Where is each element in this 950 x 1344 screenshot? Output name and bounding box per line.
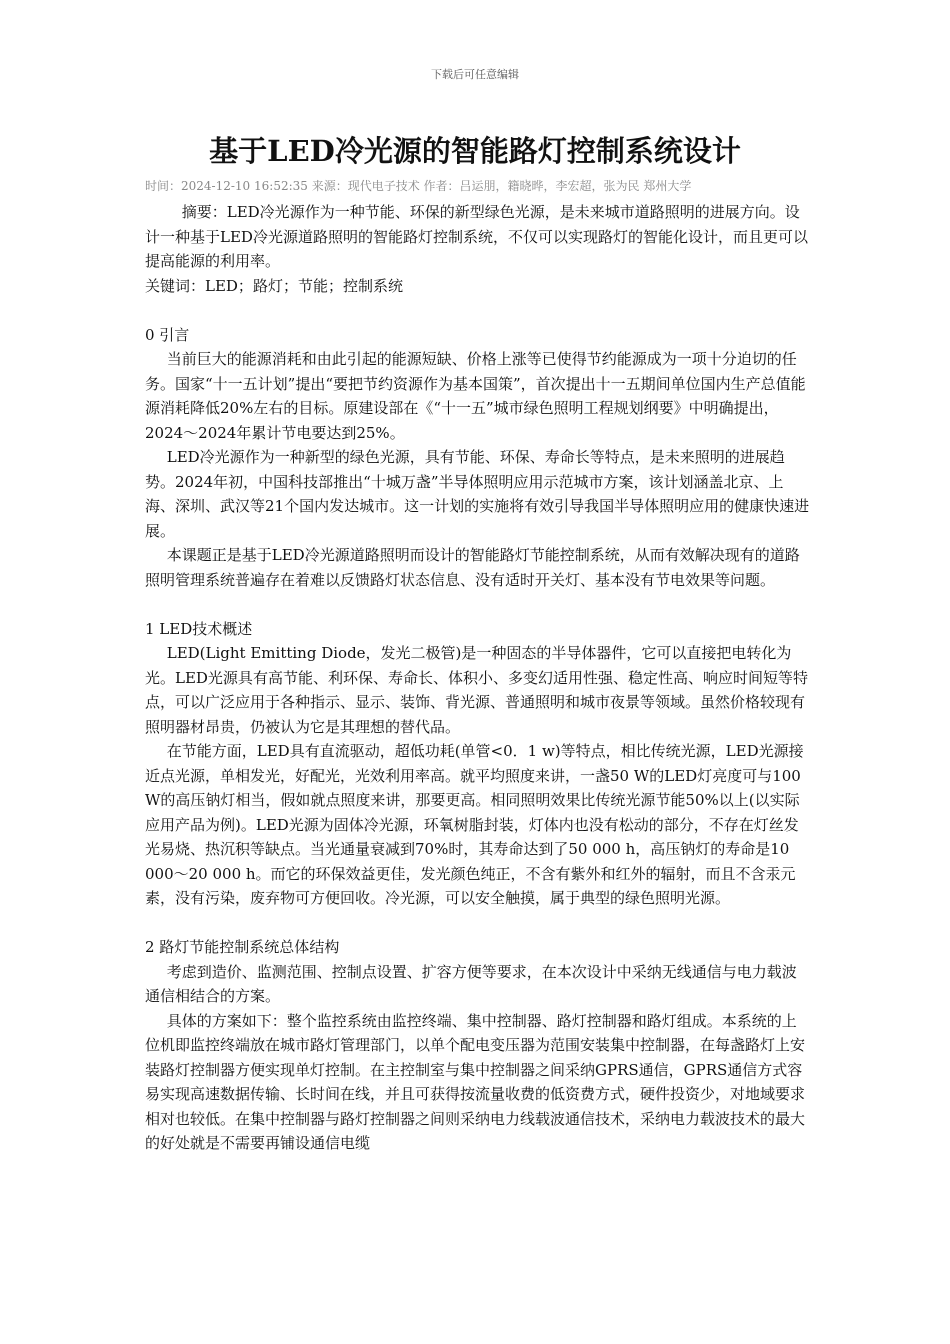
paragraph: 考虑到造价、监测范围、控制点设置、扩容方便等要求，在本次设计中采纳无线通信与电力载波通信相结合的方案。 xyxy=(145,962,797,1005)
section-heading-structure: 2 路灯节能控制系统总体结构 xyxy=(145,938,340,956)
abstract: 摘要：LED冷光源作为一种节能、环保的新型绿色光源，是未来城市道路照明的进展方向。设计一种基于LED冷光源道路照明的智能路灯控制系统，不仅可以实现路灯的智能化设计，而且更可以提高能源的利用率。 xyxy=(145,203,808,270)
spacer xyxy=(145,911,810,936)
spacer xyxy=(145,592,810,617)
keywords: 关键词：LED；路灯；节能；控制系统 xyxy=(145,276,403,295)
paragraph: 在节能方面，LED具有直流驱动，超低功耗(单管<0．1 w)等特点，相比传统光源，LED光源接近点光源，单相发光，好配光，光效利用率高。就平均照度来讲，一盏50 W的LED灯亮度可与100 W的高压钠灯相当，假如就点照度来讲，那要更高。相同照明效果比传统光源节能50%以上(以实际应用产品为例)。LED光源为固体冷光源，环氧树脂封装，灯体内也没有松动的部分，不存在灯丝发光易烧、热沉积等缺点。当光通量衰减到70%时，其寿命达到了50 000 h，高压钠灯的寿命是10 000～20 000 h。而它的环保效益更佳，发光颜色纯正，不含有紫外和红外的辐射，而且不含汞元素，没有污染，废弃物可方便回收。冷光源，可以安全触摸，属于典型的绿色照明光源。 xyxy=(145,742,804,907)
article-body xyxy=(145,200,810,1156)
header-note: 下载后可任意编辑 xyxy=(431,68,519,81)
section-heading-led: 1 LED技术概述 xyxy=(145,619,253,638)
section-heading-intro: 0 引言 xyxy=(145,325,190,344)
article-meta: 时间：2024-12-10 16:52:35 来源：现代电子技术 作者：吕运朋，籍晓晔，李宏超，张为民 郑州大学 xyxy=(145,179,692,193)
paragraph: LED(Light Emitting Diode，发光二极管)是一种固态的半导体器件，它可以直接把电转化为光。LED光源具有高节能、利环保、寿命长、体积小、多变幻适用性强、稳定性高、响应时间短等特点，可以广泛应用于各种指示、显示、装饰、背光源、普通照明和城市夜景等领域。虽然价格较现有照明器材昂贵，仍被认为它是其理想的替代品。 xyxy=(145,644,808,736)
article-title: 基于LED冷光源的智能路灯控制系统设计 xyxy=(209,134,741,168)
paragraph: 具体的方案如下：整个监控系统由监控终端、集中控制器、路灯控制器和路灯组成。本系统的上位机即监控终端放在城市路灯管理部门，以单个配电变压器为范围安装集中控制器，在每盏路灯上安装路灯控制器方便实现单灯控制。在主控制室与集中控制器之间采纳GPRS通信，GPRS通信方式容易实现高速数据传输、长时间在线，并且可获得按流量收费的低资费方式，硬件投资少，对地域要求相对也较低。在集中控制器与路灯控制器之间则采纳电力线载波通信技术，采纳电力载波技术的最大的好处就是不需要再铺设通信电缆 xyxy=(145,1011,806,1152)
paragraph: 本课题正是基于LED冷光源道路照明而设计的智能路灯节能控制系统，从而有效解决现有的道路照明管理系统普遍存在着难以反馈路灯状态信息、没有适时开关灯、基本没有节电效果等问题。 xyxy=(145,546,800,589)
paragraph: LED冷光源作为一种新型的绿色光源，具有节能、环保、寿命长等特点，是未来照明的进展趋势。2024年初，中国科技部推出“十城万盏”半导体照明应用示范城市方案，该计划涵盖北京、上海、深圳、武汉等21个国内发达城市。这一计划的实施将有效引导我国半导体照明应用的健康快速进展。 xyxy=(145,448,810,540)
spacer xyxy=(145,298,810,323)
paragraph: 当前巨大的能源消耗和由此引起的能源短缺、价格上涨等已使得节约能源成为一项十分迫切的任务。国家“十一五计划”提出“要把节约资源作为基本国策”，首次提出十一五期间单位国内生产总值能源消耗降低20%左右的目标。原建设部在《“十一五”城市绿色照明工程规划纲要》中明确提出，2024～2024年累计节电要达到25%。 xyxy=(145,350,806,442)
